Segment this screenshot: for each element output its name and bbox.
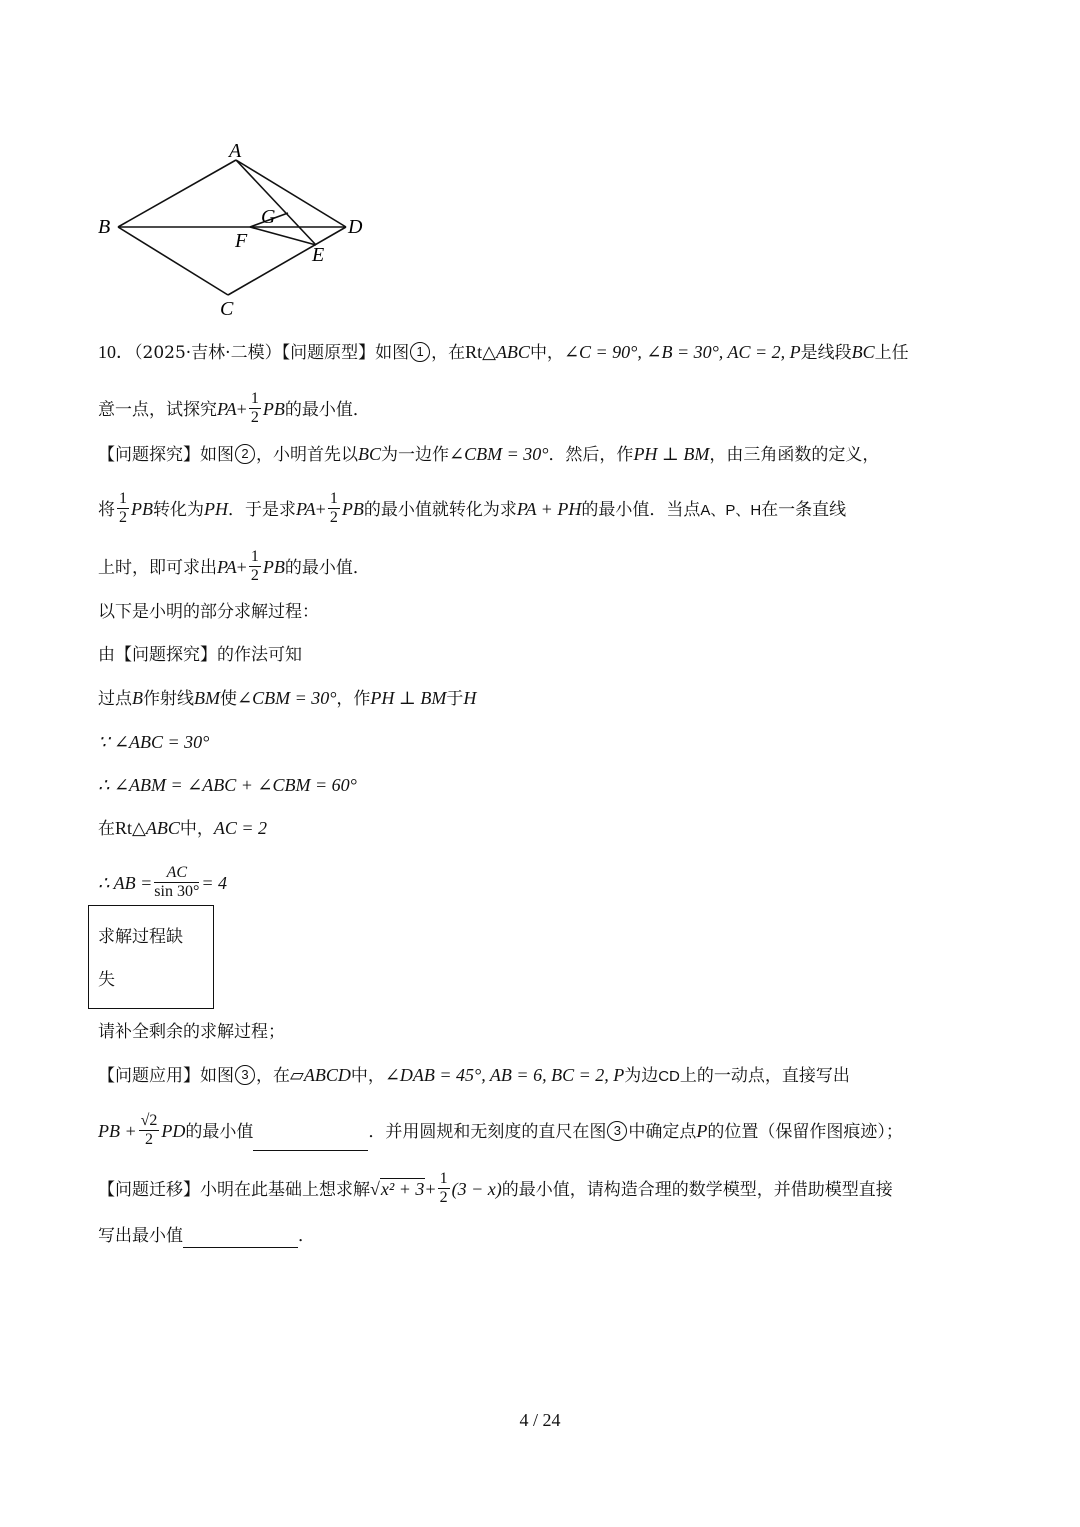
solution-step-2: 过点B作射线BM使∠CBM = 30°，作PH ⊥ BM于H <box>98 688 477 709</box>
figure-3-marker: 3 <box>235 1065 255 1085</box>
label-f: F <box>235 230 248 252</box>
label-e: E <box>312 244 325 266</box>
figure-3-marker: 3 <box>607 1121 627 1141</box>
label-c: C <box>220 298 234 320</box>
missing-box-text-1: 求解过程缺 <box>98 927 183 947</box>
label-d: D <box>348 216 363 238</box>
fraction-sqrt2-over-2: $\frac{√2}{2}$ <box>140 1112 158 1148</box>
complete-remaining-prompt: 请补全剩余的求解过程； <box>98 1022 285 1042</box>
section-prototype: 【问题原型】 <box>281 343 376 363</box>
fraction-half: $\frac{1}{2}$ <box>439 1170 448 1206</box>
problem-line-4: 将 $\frac{1}{2}$ PB转化为PH．于是求PA+ $\frac{1}{2}$ PB的最小值就转化为求PA + PH的最小值．当点A、P、H在一条直线 <box>98 490 847 526</box>
section-explore: 【问题探究】 <box>98 445 200 465</box>
solution-step-1: 由【问题探究】的作法可知 <box>98 645 302 665</box>
segment-fe <box>250 227 316 245</box>
label-g: G <box>261 206 276 228</box>
sqrt-expression: x² + 3 <box>380 1179 425 1199</box>
page-number: 4 / 24 <box>519 1410 561 1430</box>
segment-ae <box>236 160 316 245</box>
segment-ba <box>118 160 236 227</box>
solution-step-3: ∵ ∠ABC = 30° <box>98 732 210 752</box>
application-line-2: PB + $\frac{√2}{2}$ PD的最小值 ．并用圆规和无刻度的直尺在图 3 中确定点P的位置（保留作图痕迹）； <box>98 1114 903 1151</box>
condition-1: ∠C = 90°, ∠B = 30°, AC = 2, P <box>563 342 801 362</box>
partial-solution-intro: 以下是小明的部分求解过程： <box>98 602 319 622</box>
problem-line-1: 10．（2025·吉林·二模）【问题原型】如图 1 ，在Rt△ABC中，∠C = 90°, ∠B = 30°, AC = 2, P是线段BC上任 <box>98 342 909 363</box>
missing-box-text-2: 失 <box>98 970 115 990</box>
geometry-figure <box>90 135 380 320</box>
answer-blank-2[interactable] <box>183 1229 298 1248</box>
figure-2-marker: 2 <box>235 444 255 464</box>
fraction-half: $\frac{1}{2}$ <box>250 548 259 584</box>
solution-step-4: ∴ ∠ABM = ∠ABC + ∠CBM = 60° <box>98 775 357 795</box>
figure-1-marker: 1 <box>410 342 430 362</box>
fraction-ac-sin30: $\frac{AC}{\sin 30^\circ}$ <box>154 864 200 900</box>
label-b: B <box>98 216 111 238</box>
fraction-half: $\frac{1}{2}$ <box>119 490 127 526</box>
application-line-1: 【问题应用】如图 3 ，在▱ABCD中，∠DAB = 45°, AB = 6, BC = 2, P为边CD上的一动点，直接写出 <box>98 1065 850 1086</box>
section-application: 【问题应用】 <box>98 1066 200 1086</box>
section-transfer: 【问题迁移】 <box>98 1180 200 1200</box>
missing-solution-box <box>88 905 214 1009</box>
label-a: A <box>229 140 242 162</box>
solution-step-5: 在Rt△ABC中，AC = 2 <box>98 818 268 839</box>
answer-blank-1[interactable] <box>253 1132 368 1151</box>
transfer-line-2: 写出最小值 ． <box>98 1226 315 1246</box>
fraction-half: $\frac{1}{2}$ <box>329 490 338 526</box>
problem-line-2: 意一点，试探究PA+ $\frac{1}{2}$ PB的最小值． <box>98 390 370 426</box>
problem-source: （2025·吉林·二模） <box>134 343 282 363</box>
condition-3: ∠DAB = 45°, AB = 6, BC = 2, P <box>384 1065 625 1085</box>
transfer-line-1: 【问题迁移】小明在此基础上想求解√x² + 3+ $\frac{1}{2}$ (3 − x)的最小值，请构造合理的数学模型，并借助模型直接 <box>98 1170 893 1206</box>
problem-line-5: 上时，即可求出PA+ $\frac{1}{2}$ PB的最小值． <box>98 548 370 584</box>
problem-number: 10． <box>98 342 134 362</box>
segment-bc <box>118 227 228 295</box>
problem-line-3: 【问题探究】如图 2 ，小明首先以BC为一边作∠CBM = 30°．然后，作PH ⊥ BM，由三角函数的定义， <box>98 444 880 465</box>
solution-step-6: ∴ AB = $\frac{AC}{\sin 30^\circ}$ = 4 <box>98 864 227 900</box>
segment-ad <box>236 160 346 227</box>
fraction-half: $\frac{1}{2}$ <box>250 390 259 426</box>
